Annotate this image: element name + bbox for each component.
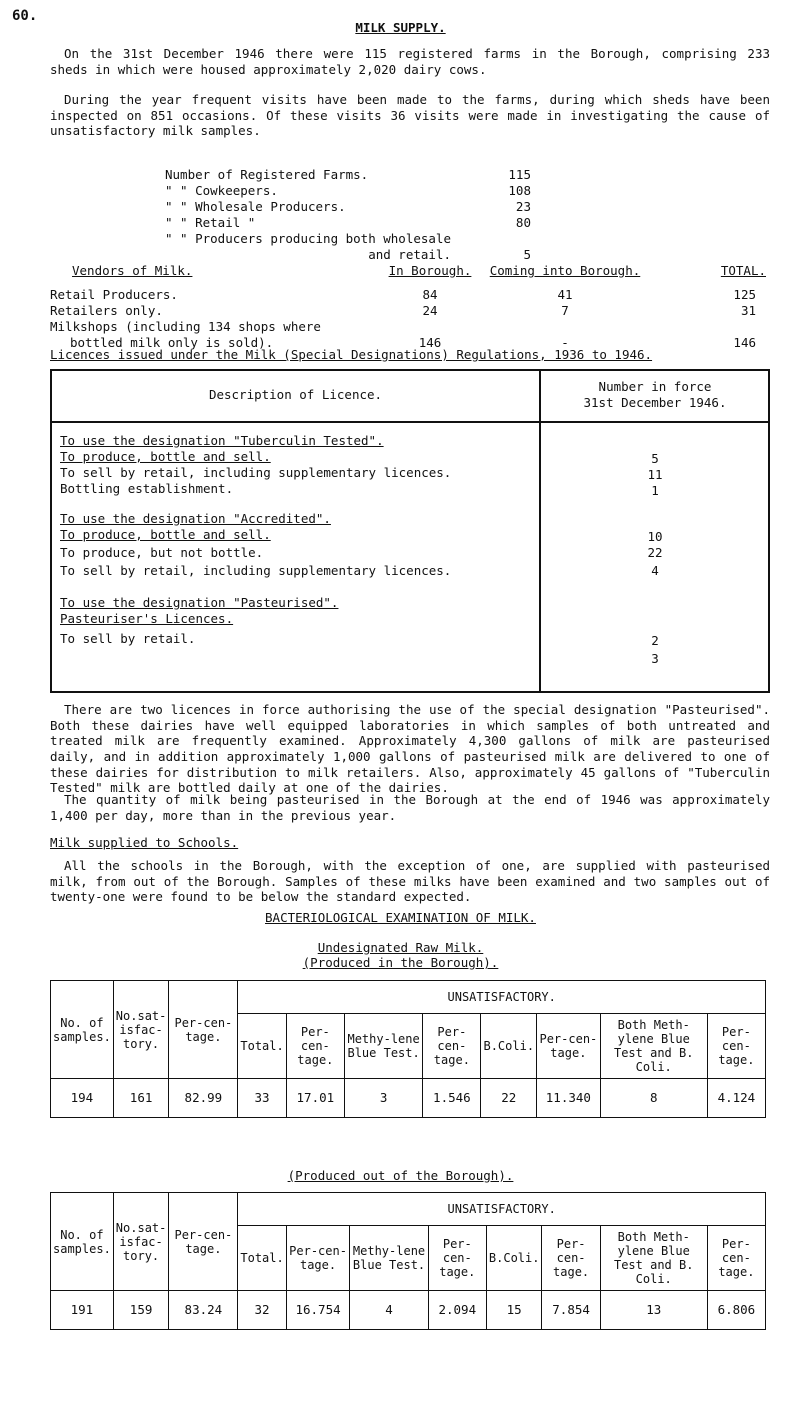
registered-value: 23	[515, 199, 531, 214]
col-samples: No. of samples.	[51, 1193, 114, 1291]
cell: 159	[113, 1291, 169, 1330]
table-row	[51, 1079, 766, 1118]
col-both: Both Meth-ylene Blue Test and B. Coli.	[600, 1226, 707, 1291]
cell: 161	[113, 1079, 169, 1118]
col-mbt-percentage: Per-cen-tage.	[428, 1226, 486, 1291]
registered-value: 80	[515, 215, 531, 230]
table-row	[165, 167, 531, 183]
col-percentage: Per-cen-tage.	[169, 981, 238, 1079]
licence-group-title: To use the designation "Tuberculin Tested".	[60, 433, 384, 448]
paragraph-registered-farms: On the 31st December 1946 there were 115 registered farms in the Borough, comprising 233 sheds in which were housed approximately 2,020 dairy cows.	[50, 46, 770, 77]
vendors-in: 84	[422, 287, 438, 302]
paragraph-quantity-pasteurised: The quantity of milk being pasteurised in the Borough at the end of 1946 was approximately 1,400 per day, more than in the previous year.	[50, 792, 770, 823]
licence-count: 10	[647, 529, 663, 544]
licence-count: 2	[651, 633, 659, 648]
vendors-label: Milkshops (including 134 shops where	[50, 319, 321, 334]
col-bcoli: B.Coli.	[486, 1226, 542, 1291]
licence-desc: To sell by retail, including supplementary licences.	[60, 563, 452, 578]
registered-value: 108	[508, 183, 531, 198]
registered-label: " " Cowkeepers.	[165, 183, 278, 198]
cell: 83.24	[169, 1291, 238, 1330]
col-total: Total.	[238, 1014, 286, 1079]
table-row	[50, 319, 766, 335]
licence-desc: Pasteuriser's Licences.	[60, 611, 234, 626]
col-bcoli: B.Coli.	[481, 1014, 537, 1079]
bact-in-borough-heading: (Produced in the Borough).	[302, 955, 499, 970]
vendors-in: 146	[418, 335, 442, 350]
registered-label: Number of Registered Farms.	[165, 167, 369, 182]
cell: 7.854	[542, 1291, 600, 1330]
cell: 8	[600, 1079, 707, 1118]
licence-desc: To produce, bottle and sell.	[60, 527, 271, 542]
vendors-col-total: TOTAL.	[720, 263, 766, 278]
col-both: Both Meth-ylene Blue Test and B. Coli.	[600, 1014, 707, 1079]
registered-label: " " Producers producing both wholesale	[165, 231, 451, 246]
col-methylene-blue: Methy-lene Blue Test.	[344, 1014, 422, 1079]
licences-col-num-line2: 31st December 1946.	[583, 395, 727, 410]
cell: 3	[344, 1079, 422, 1118]
schools-heading: Milk supplied to Schools.	[50, 835, 239, 850]
bact-subheading: Undesignated Raw Milk.	[317, 940, 484, 955]
col-unsat-percentage: Per-cen-tage.	[286, 1014, 344, 1079]
licence-count: 22	[647, 545, 663, 560]
col-unsatisfactory: UNSATISFACTORY.	[238, 981, 766, 1014]
licence-count: 3	[651, 651, 659, 666]
registered-value	[451, 231, 531, 247]
table-header-row	[51, 981, 766, 1014]
page-title: MILK SUPPLY.	[355, 20, 446, 35]
licence-count: 11	[647, 467, 663, 482]
licence-count: 5	[651, 451, 659, 466]
paragraph-pasteurised-licences: There are two licences in force authorising the use of the special designation "Pasteurised". Both these dairies have well equipped laboratories in which samples of both untreated and treated milk are frequently examined. Approximately 4,300 gallons of milk are pasteurised daily, and in addition approximately 1,000 gallons of pasteurised milk are delivered to one of these dairies for distribution to milk retailers. Also, approximately 45 gallons of "Tuberculin Tested" milk are bottled daily at one of the dairies.	[50, 702, 770, 796]
licence-desc: To sell by retail, including supplementary licences.	[60, 465, 452, 480]
registered-value: 115	[508, 167, 531, 182]
licences-heading: Licences issued under the Milk (Special Designations) Regulations, 1936 to 1946.	[50, 347, 653, 362]
registered-counts-table	[165, 167, 531, 263]
table-row	[50, 303, 766, 319]
vendors-col-in: In Borough.	[388, 263, 472, 278]
bact-heading: BACTERIOLOGICAL EXAMINATION OF MILK.	[265, 910, 536, 925]
table-row	[50, 287, 766, 303]
cell: 33	[238, 1079, 286, 1118]
cell: 82.99	[169, 1079, 238, 1118]
col-unsatisfactory: UNSATISFACTORY.	[238, 1193, 766, 1226]
licences-col-num-line1: Number in force	[598, 379, 712, 394]
cell: 16.754	[286, 1291, 350, 1330]
table-row	[51, 1291, 766, 1330]
table-row	[165, 199, 531, 215]
col-percentage: Per-cen-tage.	[169, 1193, 238, 1291]
registered-label: and retail.	[368, 247, 451, 262]
col-satisfactory: No.sat-isfac-tory.	[113, 981, 169, 1079]
licences-col-desc: Description of Licence.	[208, 387, 383, 402]
col-both-percentage: Per-cen-tage.	[707, 1014, 765, 1079]
vendors-total: 125	[733, 287, 756, 302]
licence-desc: To sell by retail.	[60, 631, 196, 646]
licence-desc: To produce, bottle and sell.	[60, 449, 271, 464]
licence-desc: To produce, but not bottle.	[60, 545, 264, 560]
paragraph-visits: During the year frequent visits have been made to the farms, during which sheds have been inspected on 851 occasions. Of these visits 36 visits were made in investigating the cause of unsatisfactory milk samples.	[50, 92, 770, 139]
table-row	[165, 247, 531, 263]
vendors-coming: 41	[557, 287, 573, 302]
vendors-label: Retailers only.	[50, 303, 163, 318]
cell: 194	[51, 1079, 114, 1118]
table-row	[165, 183, 531, 199]
col-methylene-blue: Methy-lene Blue Test.	[350, 1226, 428, 1291]
licence-count: 1	[651, 483, 659, 498]
paragraph-schools: All the schools in the Borough, with the exception of one, are supplied with pasteurised milk, from out of the Borough. Samples of these milks have been examined and two samples out of twenty-one were found to be below the standard expected.	[50, 858, 770, 905]
vendors-total: 31	[740, 303, 756, 318]
vendors-heading: Vendors of Milk.	[72, 263, 193, 278]
page-number: 60.	[12, 8, 38, 24]
col-unsat-percentage: Per-cen-tage.	[286, 1226, 350, 1291]
licences-table	[50, 369, 770, 693]
cell: 11.340	[537, 1079, 601, 1118]
table-row	[50, 263, 766, 279]
col-both-percentage: Per-cen-tage.	[707, 1226, 765, 1291]
col-bcoli-percentage: Per-cen-tage.	[537, 1014, 601, 1079]
cell: 15	[486, 1291, 542, 1330]
bact-table-out-borough	[50, 1192, 766, 1330]
vendors-total: 146	[733, 335, 756, 350]
column-divider	[539, 371, 541, 691]
table-row	[165, 231, 531, 247]
cell: 13	[600, 1291, 707, 1330]
col-samples: No. of samples.	[51, 981, 114, 1079]
registered-value: 5	[523, 247, 531, 262]
licence-desc: Bottling establishment.	[60, 481, 234, 496]
header-divider	[52, 421, 768, 423]
cell: 2.094	[428, 1291, 486, 1330]
col-mbt-percentage: Per-cen-tage.	[423, 1014, 481, 1079]
registered-label: " " Retail "	[165, 215, 256, 230]
registered-label: " " Wholesale Producers.	[165, 199, 346, 214]
vendors-coming: -	[561, 335, 569, 350]
cell: 6.806	[707, 1291, 765, 1330]
cell: 32	[238, 1291, 286, 1330]
cell: 4.124	[707, 1079, 765, 1118]
vendors-table	[50, 263, 766, 351]
col-satisfactory: No.sat-isfac-tory.	[113, 1193, 169, 1291]
licence-count: 4	[651, 563, 659, 578]
bact-out-borough-heading: (Produced out of the Borough).	[287, 1168, 514, 1183]
cell: 191	[51, 1291, 114, 1330]
cell: 22	[481, 1079, 537, 1118]
cell: 4	[350, 1291, 428, 1330]
bact-table-in-borough	[50, 980, 766, 1118]
table-header-row	[51, 1193, 766, 1226]
table-row	[165, 215, 531, 231]
vendors-in: 24	[422, 303, 438, 318]
vendors-col-coming: Coming into Borough.	[489, 263, 641, 278]
col-bcoli-percentage: Per-cen-tage.	[542, 1226, 600, 1291]
col-total: Total.	[238, 1226, 286, 1291]
licence-group-title: To use the designation "Pasteurised".	[60, 595, 339, 610]
vendors-coming: 7	[561, 303, 569, 318]
licence-group-title: To use the designation "Accredited".	[60, 511, 331, 526]
cell: 17.01	[286, 1079, 344, 1118]
cell: 1.546	[423, 1079, 481, 1118]
vendors-label: Retail Producers.	[50, 287, 178, 302]
vendors-label: bottled milk only is sold).	[70, 335, 274, 350]
